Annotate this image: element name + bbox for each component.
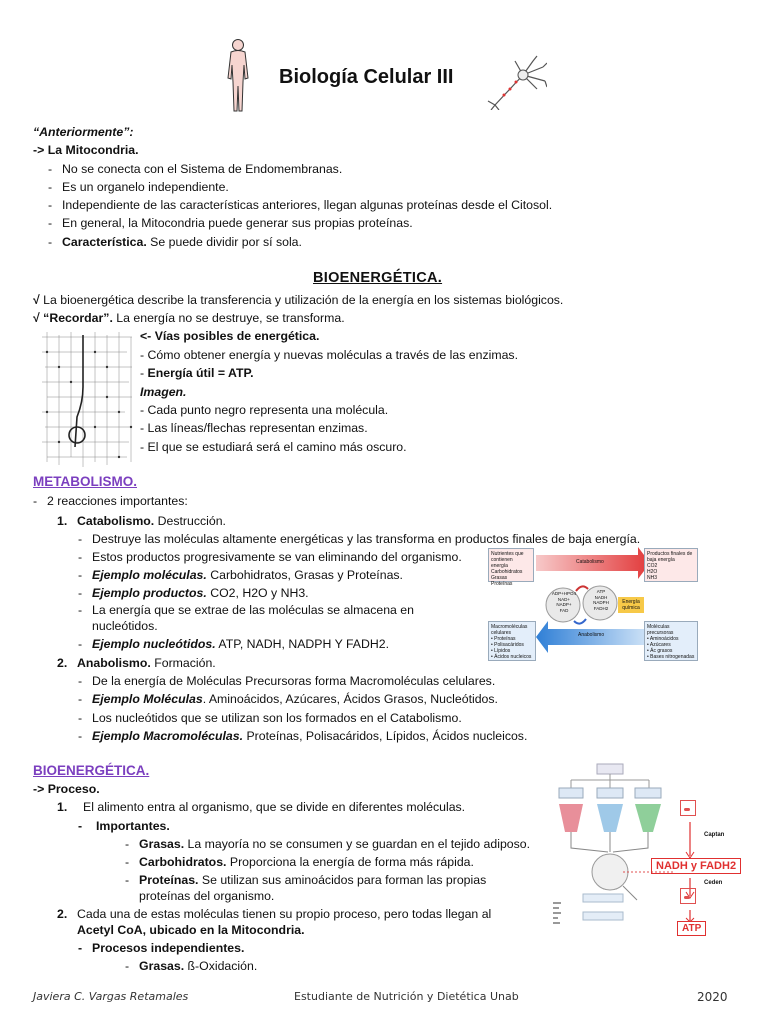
list-item: - Estos productos progresivamente se van eliminando del organismo. [78, 550, 462, 564]
footer-year: 2020 [697, 990, 728, 1004]
nadh-fadh2-label: NADH y FADH2 [651, 858, 741, 874]
list-item: - No se conecta con el Sistema de Endomembranas. [48, 162, 343, 176]
step-2-bold: Acetyl CoA, ubicado en la Mitocondria. [77, 923, 305, 937]
footer-career: Estudiante de Nutrición y Dietética Unab [294, 990, 519, 1003]
list-item: - Ejemplo nucleótidos. ATP, NADH, NADPH Y FADH2. [78, 637, 390, 651]
anabolismo-heading: 2. Anabolismo. Formación. [57, 656, 216, 670]
list-item: - Cada punto negro representa una molécula. [140, 403, 389, 417]
list-item: - La energía que se extrae de las moléculas se almacena en [78, 603, 414, 617]
list-item: - De la energía de Moléculas Precursoras forma Macromoléculas celulares. [78, 674, 496, 688]
list-item: - Los nucleótidos que se utilizan son los formados en el Catabolismo. [78, 711, 462, 725]
list-item: - Cómo obtener energía y nuevas moléculas a través de las enzimas. [140, 348, 518, 362]
diagram-label: ATP NADH NADPH FADH2 [593, 589, 609, 611]
imagen-heading: Imagen. [140, 385, 187, 399]
flow-arrows [683, 822, 697, 922]
catabolismo-heading: 1. Catabolismo. Destrucción. [57, 514, 226, 528]
page-title: Biología Celular III [279, 66, 454, 88]
intro-topic: -> La Mitocondria. [33, 143, 139, 157]
section-title-metabolismo: METABOLISMO. [33, 474, 137, 489]
list-item: - Ejemplo productos. CO2, H2O y NH3. [78, 586, 309, 600]
check-item: √ La bioenergética describe la transferencia y utilización de la energía en los sistemas biológicos. [33, 293, 564, 307]
list-item: - Energía útil = ATP. [140, 366, 254, 380]
diagram-label: Catabolismo [576, 559, 604, 565]
section-title-bioenergetica: BIOENERGÉTICA. [313, 270, 443, 286]
intro-heading: “Anteriormente”: [33, 125, 134, 139]
list-item-continued: nucleótidos. [92, 619, 158, 633]
vias-heading: <- Vías posibles de energética. [140, 329, 320, 343]
list-item: - Independiente de las características anteriores, llegan algunas proteínas desde el Citosol. [48, 198, 553, 212]
diagram-label: ADP+HPO4 NAD+ NADP+ FAD [551, 591, 577, 613]
list-item: - Grasas. ß-Oxidación. [125, 959, 258, 973]
nutrients-box: Nutrientes que contienen energía Carbohidratos Grasas Proteínas [488, 548, 534, 582]
list-item: - Carbohidratos. Proporciona la energía de forma más rápida. [125, 855, 474, 869]
check-item: √ “Recordar”. La energía no se destruye, se transforma. [33, 311, 345, 325]
list-item: - Característica. Se puede dividir por sí sola. [48, 235, 302, 249]
proceso-heading: -> Proceso. [33, 782, 100, 796]
macromolecules-box: Macromoléculas celulares • Proteínas • Polisacáridos • Lípidos • Ácidos nucleicos [488, 621, 536, 661]
list-item: - El que se estudiará será el camino más oscuro. [140, 440, 407, 454]
energy-box: Energía química [618, 597, 644, 613]
step-2: 2. Cada una de estas moléculas tienen su propio proceso, pero todas llegan al [57, 907, 492, 921]
list-item: - En general, la Mitocondria puede generar sus propias proteínas. [48, 216, 413, 230]
neuron-icon [485, 55, 547, 110]
ceden-label: Ceden [704, 880, 723, 886]
list-item: - Grasas. La mayoría no se consumen y se guardan en el tejido adiposo. [125, 837, 531, 851]
list-item: - Ejemplo Moléculas. Aminoácidos, Azúcares, Ácidos Grasos, Nucleótidos. [78, 692, 498, 706]
footer-author: Javiera C. Vargas Retamales [33, 990, 189, 1003]
list-item-continued: proteínas del organismo. [139, 889, 275, 903]
catabolism-anabolism-diagram [488, 543, 698, 663]
precursors-box: Moléculas precursoras • Aminoácidos • Azúcares • Ác grasos • Bases nitrogenadas [644, 621, 698, 661]
diagram-label: Anabolismo [578, 632, 605, 638]
products-box: Productos finales de baja energía CO2 H2O NH3 [644, 548, 698, 582]
red-marker [684, 896, 690, 899]
food-metabolism-diagram [553, 760, 673, 935]
red-marker [684, 808, 690, 811]
list-item: - 2 reacciones importantes: [33, 494, 188, 508]
importantes-heading: - Importantes. [78, 819, 170, 833]
list-item: - Destruye las moléculas altamente energéticas y las transforma en productos finales de baja energía. [78, 532, 641, 546]
section-title-bioenergetica-2: BIOENERGÉTICA. [33, 763, 150, 778]
metabolic-map-image [37, 327, 137, 469]
list-item: - Es un organelo independiente. [48, 180, 229, 194]
list-item: - Las líneas/flechas representan enzimas. [140, 421, 368, 435]
list-item: - Ejemplo moléculas. Carbohidratos, Grasas y Proteínas. [78, 568, 403, 582]
captan-label: Captan [704, 832, 725, 838]
list-item: - Proteínas. Se utilizan sus aminoácidos para forman las propias [125, 873, 487, 887]
step-1: 1. El alimento entra al organismo, que se divide en diferentes moléculas. [57, 800, 466, 814]
human-body-icon [220, 38, 256, 114]
atp-label: ATP [677, 921, 706, 936]
list-item: - Ejemplo Macromoléculas. Proteínas, Polisacáridos, Lípidos, Ácidos nucleicos. [78, 729, 528, 743]
procesos-heading: - Procesos independientes. [78, 941, 245, 955]
